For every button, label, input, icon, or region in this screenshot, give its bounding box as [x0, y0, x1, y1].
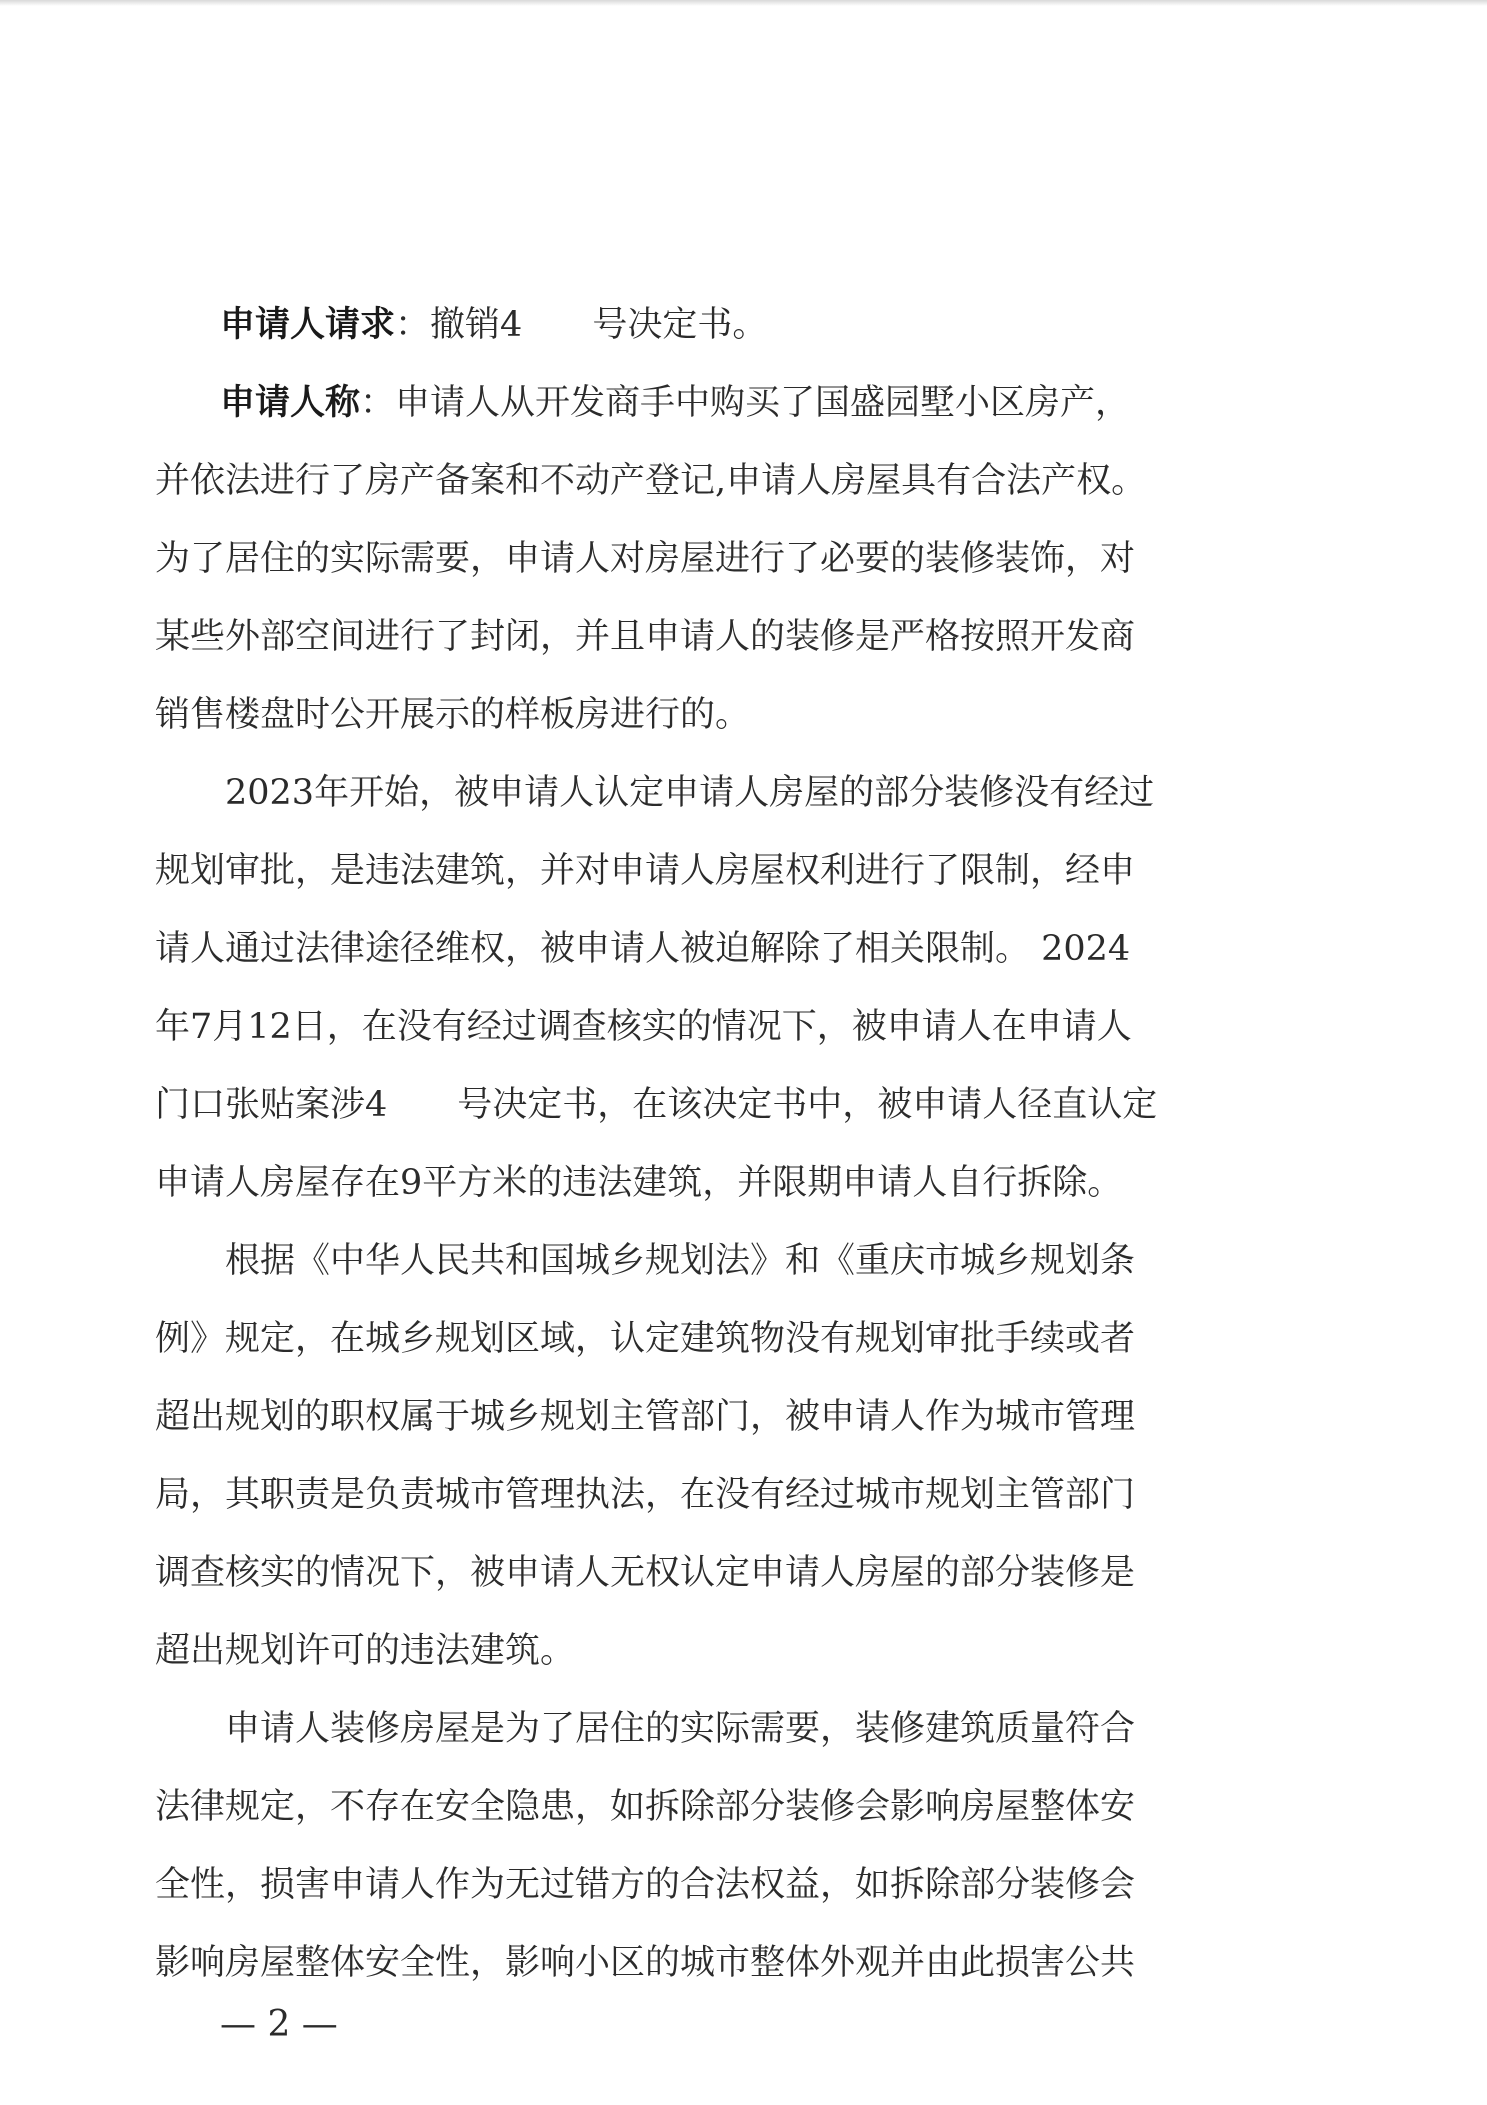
- page-number: — 2 —: [220, 2004, 338, 2045]
- request-text-after: 号决定书。: [592, 305, 768, 345]
- request-colon: ：: [395, 305, 431, 345]
- request-text-before: 撤销4: [430, 305, 523, 345]
- text-line: 超出规划的职权属于城乡规划主管部门，被申请人作为城市管理: [155, 1397, 1136, 1437]
- text-line: 规划审批，是违法建筑，并对申请人房屋权利进行了限制，经申: [155, 851, 1136, 891]
- request-label: 申请人请求: [220, 305, 396, 345]
- text-line: 申请人装修房屋是为了居住的实际需要，装修建筑质量符合: [225, 1709, 1136, 1749]
- text-line: 影响房屋整体安全性，影响小区的城市整体外观并由此损害公共: [155, 1943, 1136, 1983]
- claim-first-text: 申请人从开发商手中购买了国盛园墅小区房产，: [395, 383, 1131, 423]
- text-line: 调查核实的情况下，被申请人无权认定申请人房屋的部分装修是: [155, 1553, 1136, 1593]
- request-line: [220, 285, 767, 365]
- claim-first-line: [220, 363, 1130, 443]
- text-line: 为了居住的实际需要，申请人对房屋进行了必要的装修装饰，对: [155, 539, 1136, 579]
- text-line: 局，其职责是负责城市管理执法，在没有经过城市规划主管部门: [155, 1475, 1136, 1515]
- text-line: 法律规定，不存在安全隐患，如拆除部分装修会影响房屋整体安: [155, 1787, 1136, 1827]
- text-line: 请人通过法律途径维权，被申请人被迫解除了相关限制。 2024: [155, 929, 1131, 969]
- text-line: 例》规定，在城乡规划区域，认定建筑物没有规划审批手续或者: [155, 1319, 1136, 1359]
- claim-label: 申请人称: [220, 383, 361, 423]
- text-line: 全性，损害申请人作为无过错方的合法权益，如拆除部分装修会: [155, 1865, 1136, 1905]
- text-line: [155, 1065, 1157, 1145]
- line-text-after-gap: 号决定书，在该决定书中，被申请人径直认定: [457, 1085, 1158, 1125]
- line-text-before-gap: 门口张贴案涉4: [155, 1085, 388, 1125]
- text-line: 超出规划许可的违法建筑。: [155, 1631, 576, 1671]
- text-line: 年7月12日，在没有经过调查核实的情况下，被申请人在申请人: [155, 1007, 1132, 1047]
- scan-top-edge: [0, 0, 1487, 6]
- text-line: 根据《中华人民共和国城乡规划法》和《重庆市城乡规划条: [225, 1241, 1136, 1281]
- claim-colon: ：: [360, 383, 396, 423]
- text-line: 申请人房屋存在9平方米的违法建筑，并限期申请人自行拆除。: [155, 1163, 1123, 1203]
- text-line: 2023年开始，被申请人认定申请人房屋的部分装修没有经过: [225, 773, 1155, 813]
- text-line: 销售楼盘时公开展示的样板房进行的。: [155, 695, 751, 735]
- text-line: 并依法进行了房产备案和不动产登记,申请人房屋具有合法产权。: [155, 461, 1147, 501]
- text-line: 某些外部空间进行了封闭，并且申请人的装修是严格按照开发商: [155, 617, 1136, 657]
